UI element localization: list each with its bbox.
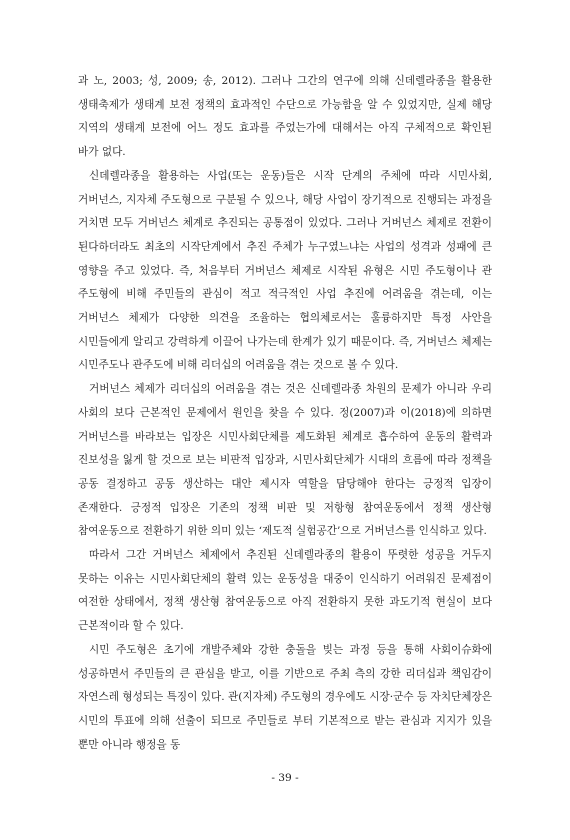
paragraph-5: 시민 주도형은 초기에 개발주체와 강한 충돌을 빚는 과정 등을 통해 사회이슈화에 성공하면서 주민들의 큰 관심을 받고, 이를 기반으로 주최 측의 강한 리더십과 책임감이 자연스레 형성되는 특징이 있다. 관(지자체) 주도형의 경우에도 시장·군수 등 자치단체장은 시민의 투표에 의해 선출이 되므로 주민들로 부터 기본적으로 받는 관심과 지지가 있을 뿐만 아니라 행정을 동 <box>78 643 492 751</box>
paragraph-4: 따라서 그간 거버넌스 체제에서 추진된 신데렐라종의 활용이 뚜렷한 성공을 거두지 못하는 이유는 시민사회단체의 활력 있는 운동성을 대중이 인식하기 어려워진 문제점이 여전한 상태에서, 정책 생산형 참여운동으로 아직 전환하지 못한 과도기적 현실이 보다 근본적이라 할 수 있다. <box>78 549 492 633</box>
paragraph-1: 과 노, 2003; 성, 2009; 송, 2012). 그러나 그간의 연구에 의해 신데렐라종을 활용한 생태축제가 생태계 보전 정책의 효과적인 수단으로 가능함을 알 수 있었지만, 실제 해당 지역의 생태계 보전에 어느 정도 효과를 주었는가에 대해서는 아직 구체적으로 확인된 바가 없다. <box>78 75 492 159</box>
body-text <box>78 70 492 757</box>
paragraph-3: 거버넌스 체제가 리더십의 어려움을 겪는 것은 신데렐라종 차원의 문제가 아니라 우리 사회의 보다 근본적인 문제에서 원인을 찾을 수 있다. 정(2007)과 이(2018)에 의하면 거버넌스를 바라보는 입장은 시민사회단체를 제도화된 체계로 흡수하여 운동의 활력과 진보성을 잃게 할 것으로 보는 비판적 입장과, 시민사회단체가 시대의 흐름에 따라 정책을 공동 결정하고 공동 생산하는 대안 제시자 역할을 담당해야 한다는 긍정적 입장이 존재한다. 긍정적 입장은 기존의 정책 비판 및 저항형 참여운동에서 정책 생산형 참여운동으로 전환하기 위한 의미 있는 ‘제도적 실험공간’으로 거버넌스를 인식하고 있다. <box>78 383 492 538</box>
page-number: - 39 - <box>271 772 299 784</box>
paragraph-2: 신데렐라종을 활용하는 사업(또는 운동)들은 시작 단계의 주체에 따라 시민사회, 거버넌스, 지자체 주도형으로 구분될 수 있으나, 해당 사업이 장기적으로 진행되는 과정을 거치면 모두 거버넌스 체계로 추진되는 공통점이 있었다. 그러나 거버넌스 체제로 전환이 된다하더라도 최초의 시작단계에서 추진 주체가 누구였느냐는 사업의 성격과 성패에 큰 영향을 주고 있었다. 즉, 처음부터 거버넌스 체제로 시작된 유형은 시민 주도형이나 관 주도형에 비해 주민들의 관심이 적고 적극적인 사업 추진에 어려움을 겪는데, 이는 거버넌스 체제가 다양한 의견을 조율하는 협의체로서는 훌륭하지만 특정 사안을 시민들에게 알리고 강력하게 이끌어 나가는데 한계가 있기 때문이다. 즉, 거버넌스 체제는 시민주도나 관주도에 비해 리더십의 어려움을 겪는 것으로 볼 수 있다. <box>78 169 492 372</box>
